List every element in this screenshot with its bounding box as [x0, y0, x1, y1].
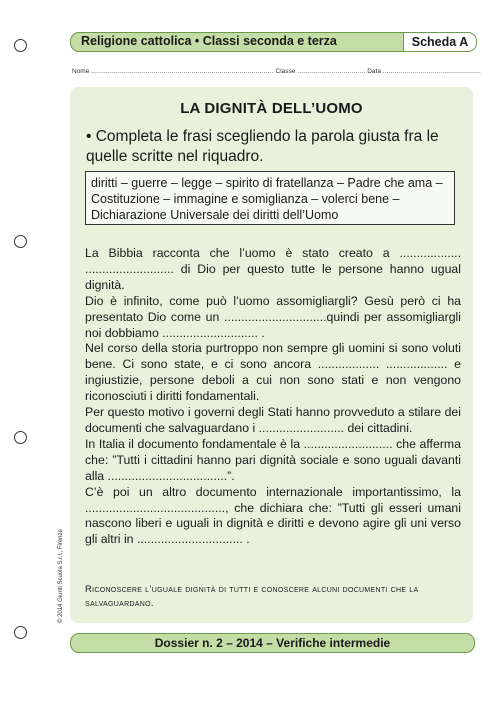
paragraph: La Bibbia racconta che l’uomo è stato creato a .................. .......................... di Dio per questo tutte le persone hanno ugual dignità.: [85, 246, 461, 292]
exercise-text: [85, 246, 461, 548]
binder-hole-icon: [14, 39, 27, 52]
paragraph: Dio è infinito, come può l’uomo assomigliargli? Gesù però ci ha presentato Dio come un ..............................quindi per assomigliargli noi dobbiamo ............................ .: [85, 293, 461, 340]
copyright: © 2014 Giunti Scuola S.r.l., Firenze: [58, 529, 64, 623]
objective-note: Riconoscere l’uguale dignità di tutti e conoscere alcuni documenti che la salvaguardano.: [85, 584, 419, 609]
paragraph: C’è poi un altro documento internazionale importantissimo, la ........................................., che dichiara che: ”Tutti gli esseri umani nascono liberi e uguali in dignità e diritti e devono agire gli uni verso gli altri in ............................... .: [85, 484, 461, 547]
word-bank: diritti – guerre – legge – spirito di fratellanza – Padre che ama – Costituzione – immagine e somiglianza – volerci bene – Dichiarazione Universale dei diritti dell’Uomo: [85, 171, 455, 225]
class-field[interactable]: ..................................: [297, 68, 366, 75]
date-label: Data: [367, 68, 381, 75]
header-title: Religione cattolica • Classi seconda e terza: [81, 34, 337, 48]
binder-hole-icon: [14, 235, 27, 248]
binder-hole-icon: [14, 431, 27, 444]
paragraph: Nel corso della storia purtroppo non sempre gli uomini si sono voluti bene. Ci sono state, e ci sono ancora .................. .................. e ingiustizie, persone deboli a cui non sono stati e non vengono riconosciuti i diritti fondamentali.: [85, 341, 461, 404]
name-label: Nome: [72, 68, 90, 75]
paragraph: In Italia il documento fondamentale è la .......................... che afferma che: ”Tutti i cittadini hanno pari dignità sociale e sono uguali davanti alla ...................................”.: [85, 436, 461, 483]
student-fields: [72, 68, 482, 75]
binder-hole-icon: [14, 626, 27, 639]
page-title: LA DIGNITÀ DELL’UOMO: [180, 100, 363, 117]
footer-bar: Dossier n. 2 – 2014 – Verifiche intermedie: [70, 633, 475, 653]
instruction-text: • Completa le frasi scegliendo la parola giusta fra le quelle scritte nel riquadro.: [86, 128, 439, 165]
name-field[interactable]: ...........................................................................................: [91, 68, 274, 75]
date-field[interactable]: .................................................: [382, 68, 482, 75]
worksheet-tab: Scheda A: [403, 33, 476, 51]
class-label: Classe: [275, 68, 296, 75]
header-bar: [70, 32, 477, 52]
paragraph: Per questo motivo i governi degli Stati hanno provveduto a stilare dei documenti che salvaguardano i ......................... dei cittadini.: [85, 405, 461, 435]
